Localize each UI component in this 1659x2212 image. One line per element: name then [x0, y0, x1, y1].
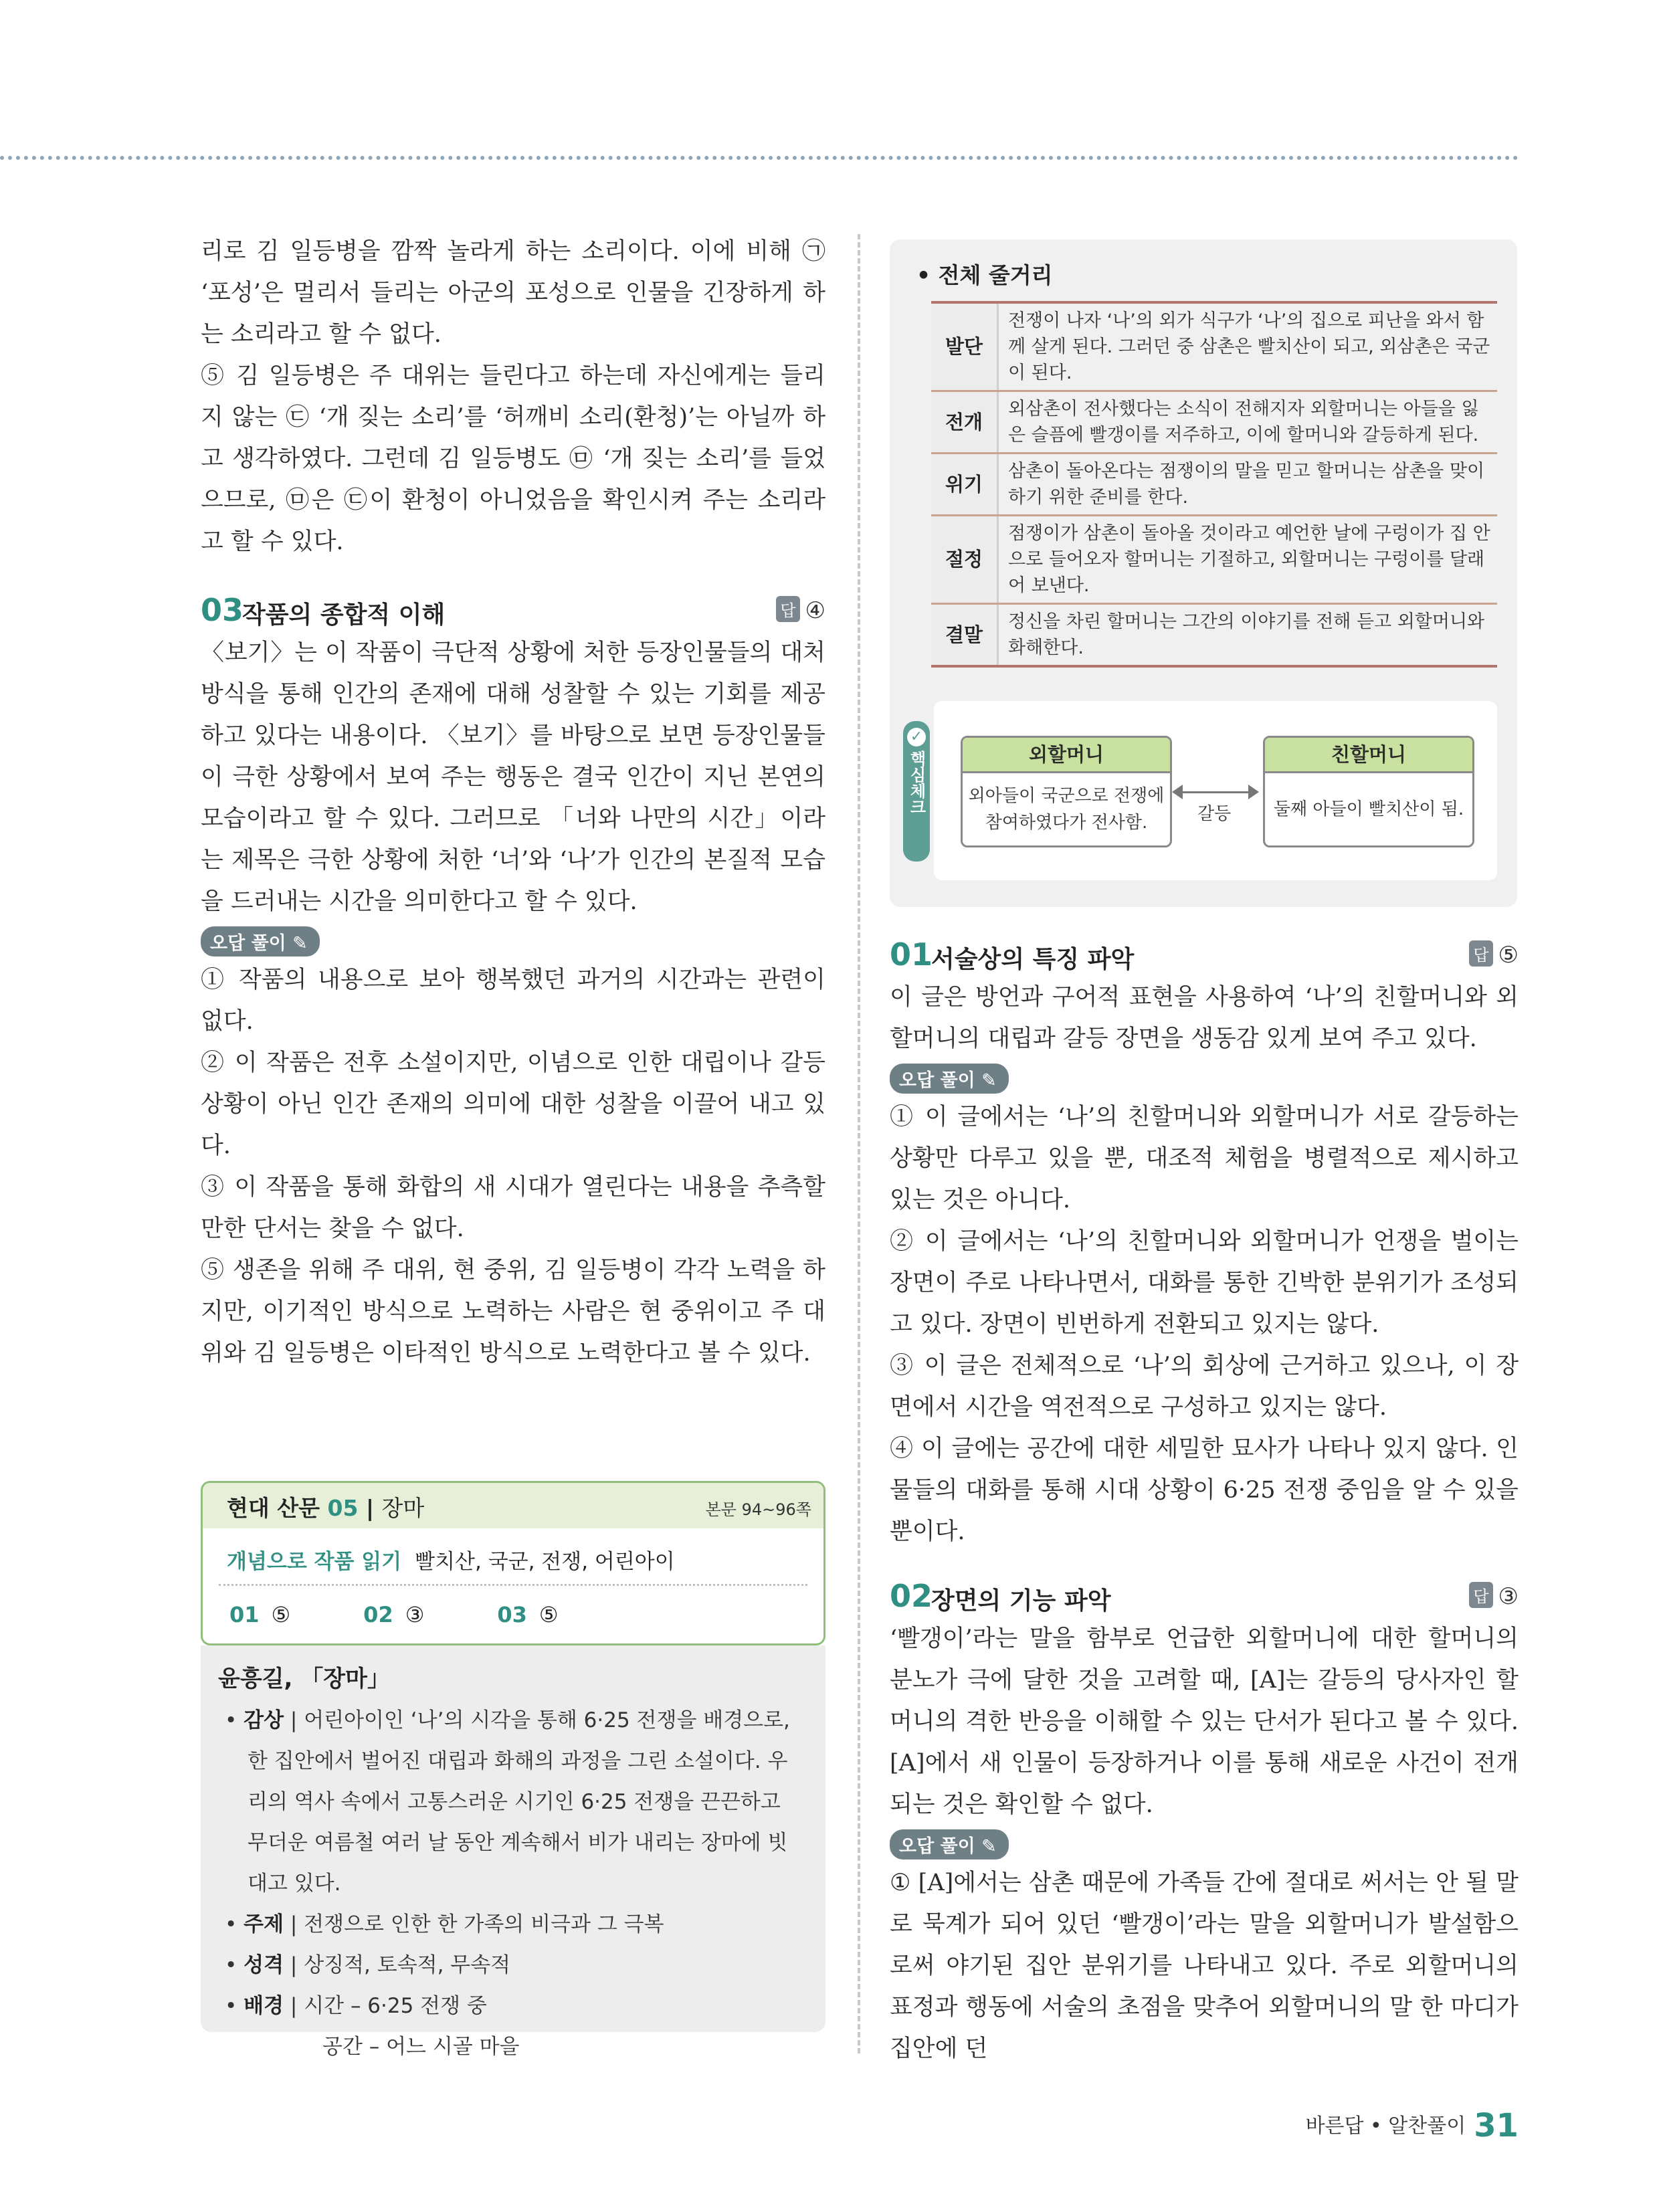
answer-key-question: 02: [363, 1602, 393, 1627]
wrong-answer-label: 오답 풀이 ✎: [201, 926, 320, 957]
question-title: 장면의 기능 파악: [931, 1587, 1111, 1615]
arrow-right-icon: [1248, 785, 1259, 799]
answer-key-item: [363, 1602, 490, 1627]
character-desc: 둘째 아들이 빨치산이 됨.: [1273, 799, 1464, 819]
info-value: 전쟁으로 인한 한 가족의 비극과 그 극복: [304, 1912, 664, 1936]
work-info-list: [225, 1700, 805, 2068]
wrong-answer-1: ① 이 글에서는 ‘나’의 친할머니와 외할머니가 서로 갈등하는 상황만 다루고 있을 뿐, 대조적 체험을 병렬적으로 제시하고 있는 것은 아니다.: [890, 1104, 1519, 1213]
question-01-header: [890, 934, 1519, 977]
work-title: 장마: [381, 1495, 425, 1521]
plot-stage: 결말: [931, 604, 998, 667]
plot-stage: 발단: [931, 302, 998, 391]
answer-key-question: 01: [229, 1602, 260, 1627]
check-icon: ✓: [907, 728, 926, 746]
wrong-answer-2: ② 이 작품은 전후 소설이지만, 이념으로 인한 대립이나 갈등 상황이 아닌 인간 존재의 의미에 대한 성찰을 이끌어 내고 있다.: [201, 1049, 825, 1159]
plot-description: 외삼촌이 전사했다는 소식이 전해지자 외할머니는 아들을 잃은 슬픔에 빨갱이를 저주하고, 이에 할머니와 갈등하게 된다.: [998, 391, 1498, 454]
wrong-answer-3: ③ 이 작품을 통해 화합의 새 시대가 열린다는 내용을 추측할 만한 단서는 찾을 수 없다.: [201, 1174, 825, 1242]
jangma-answer-card: [201, 1481, 825, 1645]
answer-tag: 답: [1469, 940, 1492, 967]
intro-paragraph-1: 리로 김 일등병을 깜짝 놀라게 하는 소리이다. 이에 비해 ㉠ ‘포성’은 멀리서 들리는 아군의 포성으로 인물을 긴장하게 하는 소리라고 할 수 없다.: [201, 238, 825, 348]
question-number: 02: [890, 1578, 933, 1614]
info-key: 주제: [243, 1912, 284, 1936]
character-box-maternal: [961, 736, 1172, 847]
plot-description: 전쟁이 나자 ‘나’의 외가 식구가 ‘나’의 집으로 피난을 와서 함께 살게 된다. 그러던 중 삼촌은 빨치산이 되고, 외삼촌은 국군이 된다.: [998, 302, 1498, 391]
jangma-work-box: [201, 1481, 825, 2059]
info-item: • 감상 | 어린아이인 ‘나’의 시각을 통해 6·25 전쟁을 배경으로, 한 집안에서 벌어진 대립과 화해의 과정을 그린 소설이다. 우리의 역사 속에서 고통스러운 시기인 6·25 전쟁을 끈끈하고 무더운 여름철 여러 날 동안 계속해서 비가 내리는 장마에 빗대고 있다.: [225, 1708, 790, 1896]
answer-value: ⑤: [1498, 942, 1519, 969]
plot-summary-panel: [890, 239, 1517, 907]
answer: [1469, 940, 1519, 969]
wrong-answer-label: 오답 풀이 ✎: [890, 1064, 1009, 1094]
info-item: • 주제 | 전쟁으로 인한 한 가족의 비극과 그 극복: [225, 1912, 664, 1936]
wrong-answer-5: ⑤ 생존을 위해 주 대위, 현 중위, 김 일등병이 각각 노력을 하지만, 이기적인 방식으로 노력하는 사람은 현 중위이고 주 대위와 김 일등병은 이타적인 방식으로 노력한다고 볼 수 있다.: [201, 1257, 825, 1367]
character-name: 친할머니: [1265, 738, 1472, 773]
wrong-answer-1: ① [A]에서는 삼촌 때문에 가족들 간에 절대로 써서는 안 될 말로 묵계가 되어 있던 ‘빨갱이’라는 말을 외할머니가 발설함으로써 야기된 집안 분위기를 나타내고 있다. 주로 외할머니의 표정과 행동에 서술의 초점을 맞추어 외할머니의 말 한 마디가 집안에 던: [890, 1870, 1519, 2062]
answer-key-question: 03: [497, 1602, 527, 1627]
dotted-separator: [219, 1584, 807, 1586]
relation-label: 갈등: [1197, 804, 1232, 824]
question-title: 작품의 종합적 이해: [242, 601, 446, 629]
arrow-left-icon: [1172, 785, 1183, 799]
plot-description: 점쟁이가 삼촌이 돌아올 것이라고 예언한 날에 구렁이가 집 안으로 들어오자 할머니는 기절하고, 외할머니는 구렁이를 달래어 보낸다.: [998, 516, 1498, 604]
right-column: [890, 934, 1519, 2070]
answer-value: ③: [1498, 1583, 1519, 1610]
character-box-paternal: [1263, 736, 1474, 847]
wrong-answer-2: ② 이 글에서는 ‘나’의 친할머니와 외할머니가 언쟁을 벌이는 장면이 주로 나타나면서, 대화를 통한 긴박한 분위기가 조성되고 있다. 장면이 빈번하게 전환되고 있지는 않다.: [890, 1228, 1519, 1338]
plot-stage: 절정: [931, 516, 998, 604]
setting-place: 공간 – 어느 시골 마을: [322, 2035, 520, 2059]
page-footer: [1306, 2107, 1519, 2144]
info-value: 시간 – 6·25 전쟁 중: [304, 1994, 487, 2018]
concept-label: 개념으로 작품 읽기: [227, 1550, 402, 1574]
plot-summary-title: • 전체 줄거리: [916, 262, 1053, 288]
plot-row: [931, 454, 1497, 516]
wrong-answer-label: 오답 풀이 ✎: [890, 1829, 1009, 1859]
top-dotted-rule: [0, 156, 1519, 160]
answer: [776, 596, 825, 624]
info-key: 감상: [243, 1708, 284, 1732]
info-key: 성격: [243, 1953, 284, 1977]
question-number: 01: [890, 936, 933, 973]
info-key: 배경: [243, 1994, 284, 2018]
plot-description: 삼촌이 돌아온다는 점쟁이의 말을 믿고 할머니는 삼촌을 맞이하기 위한 준비를 한다.: [998, 454, 1498, 516]
answer-key-row: [229, 1602, 624, 1627]
wrong-answer-4: ④ 이 글에는 공간에 대한 세밀한 묘사가 나타나 있지 않다. 인물들의 대화를 통해 시대 상황이 6·25 전쟁 중임을 알 수 있을 뿐이다.: [890, 1435, 1519, 1545]
character-relation-card: [934, 701, 1497, 880]
answer-tag: 답: [1469, 1582, 1492, 1608]
column-divider: [858, 234, 860, 2053]
answer-key-item: [497, 1602, 624, 1627]
plot-row: [931, 604, 1497, 667]
answer: [1469, 1582, 1519, 1610]
wrong-answer-3: ③ 이 글은 전체적으로 ‘나’의 회상에 근거하고 있으나, 이 장면에서 시간을 역전적으로 구성하고 있지는 않다.: [890, 1352, 1519, 1421]
jangma-header-bar: [203, 1483, 823, 1528]
category-label: 현대 산문: [227, 1495, 320, 1521]
answer-key-value: ⑤: [539, 1602, 559, 1627]
page-number: 31: [1474, 2107, 1519, 2144]
plot-row: [931, 302, 1497, 391]
question-03-header: [201, 589, 825, 632]
answer-tag: 답: [776, 596, 799, 622]
answer-key-value: ⑤: [271, 1602, 291, 1627]
plot-stage: 위기: [931, 454, 998, 516]
page-reference: 본문 94~96쪽: [705, 1500, 811, 1519]
question-number: 03: [201, 592, 244, 628]
plot-description: 정신을 차린 할머니는 그간의 이야기를 전해 듣고 외할머니와 화해한다.: [998, 604, 1498, 667]
question-02-header: [890, 1575, 1519, 1618]
jangma-heading: 현대 산문 05 | 장마: [227, 1495, 425, 1521]
character-desc: 외아들이 국군으로 전쟁에 참여하였다가 전사함.: [968, 786, 1165, 833]
core-check-tab: [903, 721, 930, 862]
concept-row: [227, 1544, 675, 1575]
wrong-answer-1: ① 작품의 내용으로 보아 행복했던 과거의 시간과는 관련이 없다.: [201, 967, 825, 1035]
answer-key-value: ③: [405, 1602, 425, 1627]
intro-paragraph-2: ⑤ 김 일등병은 주 대위는 들린다고 하는데 자신에게는 들리지 않는 ㉢ ‘개 짖는 소리’를 ‘허깨비 소리(환청)’는 아닐까 하고 생각하였다. 그런데 김 일등병도 ㉤ ‘개 짖는 소리’를 들었으므로, ㉤은 ㉢이 환청이 아니었음을 확인시켜 주는 소리라고 할 수 있다.: [201, 363, 825, 555]
core-check-label: 핵심체크: [907, 750, 926, 815]
plot-row: [931, 516, 1497, 604]
info-value: 상징적, 토속적, 무속적: [304, 1953, 511, 1977]
question-title: 서술상의 특징 파악: [931, 946, 1135, 973]
character-name: 외할머니: [963, 738, 1170, 773]
concept-keywords: 빨치산, 국군, 전쟁, 어린아이: [415, 1550, 675, 1574]
work-number: 05: [327, 1495, 359, 1521]
info-value: 어린아이인 ‘나’의 시각을 통해 6·25 전쟁을 배경으로, 한 집안에서 벌어진 대립과 화해의 과정을 그린 소설이다. 우리의 역사 속에서 고통스러운 시기인 6·25 전쟁을 끈끈하고 무더운 여름철 여러 날 동안 계속해서 비가 내리는 장마에 빗대고 있다.: [248, 1708, 790, 1896]
answer-key-item: [229, 1602, 357, 1627]
question-01-explanation: 이 글은 방언과 구어적 표현을 사용하여 ‘나’의 친할머니와 외할머니의 대립과 갈등 장면을 생동감 있게 보여 주고 있다.: [890, 984, 1519, 1052]
question-03-explanation: 〈보기〉는 이 작품이 극단적 상황에 처한 등장인물들의 대처 방식을 통해 인간의 존재에 대해 성찰할 수 있는 기회를 제공하고 있다는 내용이다. 〈보기〉를 바탕으로 보면 등장인물들이 극한 상황에서 보여 주는 행동은 결국 인간이 지닌 본연의 모습이라고 할 수 있다. 그러므로 「너와 나만의 시간」이라는 제목은 극한 상황에 처한 ‘너’와 ‘나’가 인간의 본질적 모습을 드러내는 시간을 의미한다고 할 수 있다.: [201, 639, 825, 915]
plot-row: [931, 391, 1497, 454]
answer-value: ④: [805, 597, 825, 624]
plot-table: [931, 301, 1497, 668]
jangma-info-panel: [201, 1645, 825, 2059]
author-and-title: 윤흥길, 「장마」: [218, 1666, 390, 1692]
plot-stage: 전개: [931, 391, 998, 454]
info-item: • 성격 | 상징적, 토속적, 무속적: [225, 1953, 511, 1977]
question-02-explanation: ‘빨갱이’라는 말을 함부로 언급한 외할머니에 대한 할머니의 분노가 극에 달한 것을 고려할 때, [A]는 갈등의 당사자인 할머니의 격한 반응을 이해할 수 있는 단서가 된다고 볼 수 있다. [A]에서 새 인물이 등장하거나 이를 통해 새로운 사건이 전개되는 것은 확인할 수 없다.: [890, 1625, 1519, 1818]
left-column: [201, 231, 825, 1374]
footer-label: 바른답 • 알찬풀이: [1305, 2114, 1466, 2138]
info-item: • 배경 | 시간 – 6·25 전쟁 중: [225, 1994, 487, 2018]
conflict-arrow: [1177, 791, 1252, 793]
